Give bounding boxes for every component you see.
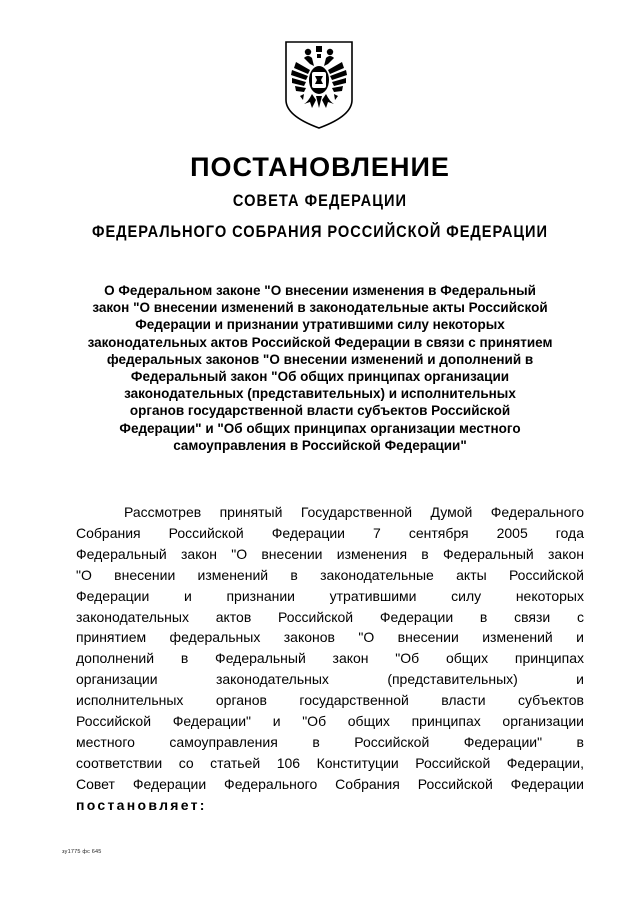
subject-line: Федерации" и "Об общих принципах организации местного bbox=[119, 420, 521, 436]
resolution-word: постановляет: bbox=[76, 796, 207, 813]
document-title: ПОСТАНОВЛЕНИЕ bbox=[190, 152, 450, 182]
subject-line: законодательных актов Российской Федерации в связи с принятием bbox=[87, 334, 553, 350]
subject-line: Федерации и признании утратившими силу некоторых bbox=[135, 317, 505, 333]
body-line: Федерации и признании утратившими силу некоторых bbox=[76, 587, 584, 604]
body-line: местного самоуправления в Российской Федерации" в bbox=[76, 733, 584, 750]
issuer-name: СОВЕТА ФЕДЕРАЦИИ bbox=[232, 191, 408, 210]
body-line: "О внесении изменений в законодательные акты Российской bbox=[76, 566, 584, 583]
subject-line: О Федеральном законе "О внесении изменения в Федеральный bbox=[104, 283, 536, 298]
body-line: принятием федеральных законов "О внесении изменений и bbox=[76, 629, 584, 646]
subject-line: самоуправления в Российской Федерации" bbox=[173, 437, 467, 453]
body-line: Совет Федерации Федерального Собрания Российской Федерации bbox=[76, 775, 584, 792]
body-line: Российской Федерации" и "Об общих принципах организации bbox=[76, 713, 584, 730]
document-body bbox=[76, 502, 584, 816]
document-code: зу1775 фс 645 bbox=[62, 849, 102, 855]
subject-line: органов государственной власти субъектов Российской bbox=[129, 403, 511, 419]
subject-line: законодательных (представительных) и исполнительных bbox=[124, 386, 516, 402]
body-line: организации законодательных (представительных) и bbox=[76, 671, 584, 688]
body-line: законодательных актов Российской Федерации в связи с bbox=[76, 608, 584, 625]
document-subject bbox=[36, 282, 604, 454]
body-line: соответствии со статьей 106 Конституции Российской Федерации, bbox=[76, 754, 584, 771]
issuer-body: ФЕДЕРАЛЬНОГО СОБРАНИЯ РОССИЙСКОЙ ФЕДЕРАЦИИ bbox=[92, 222, 548, 241]
body-line: Рассмотрев принятый Государственной Думой Федерального bbox=[124, 504, 584, 520]
body-line: Федеральный закон "О внесении изменения в Федеральный закон bbox=[76, 545, 584, 562]
body-line: дополнений в Федеральный закон "Об общих принципах bbox=[76, 650, 584, 667]
subject-line: закон "О внесении изменений в законодательные акты Российской bbox=[92, 300, 548, 316]
subject-line: Федеральный закон "Об общих принципах организации bbox=[130, 369, 510, 385]
coat-of-arms-icon bbox=[282, 40, 356, 130]
body-line: исполнительных органов государственной власти субъектов bbox=[76, 692, 584, 709]
subject-line: федеральных законов "О внесении изменений и дополнений в bbox=[106, 351, 534, 367]
body-line: Собрания Российской Федерации 7 сентября 2005 года bbox=[76, 524, 584, 541]
